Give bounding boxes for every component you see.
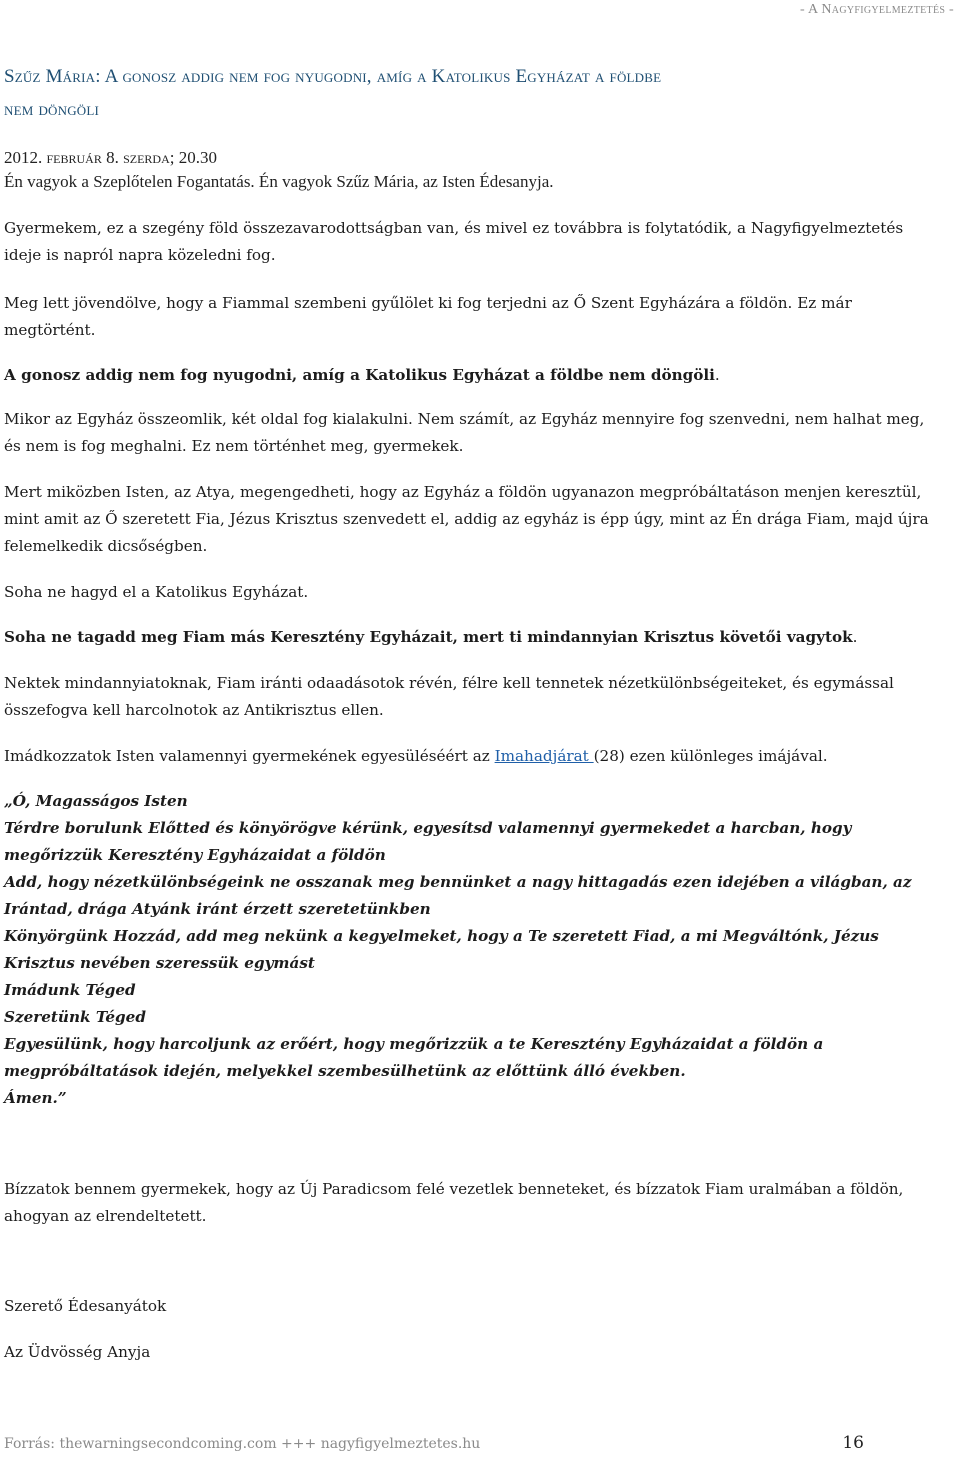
paragraph-7-end: . xyxy=(852,628,858,646)
prayer-line: Ámen.” xyxy=(4,1089,67,1107)
date-year: 2012. xyxy=(4,148,43,167)
paragraph-3 xyxy=(4,362,944,389)
paragraph-9 xyxy=(4,743,944,770)
title-line-2: nem döngöli xyxy=(4,99,100,120)
prayer-line: „Ó, Magasságos Isten xyxy=(4,792,188,810)
paragraph-6: Soha ne hagyd el a Katolikus Egyházat. xyxy=(4,583,309,601)
intro-line: Én vagyok a Szeplőtelen Fogantatás. Én vagyok Szűz Mária, az Isten Édesanyja. xyxy=(4,172,554,191)
prayer-line: megpróbáltatások idején, melyekkel szembesülhetünk az előttünk álló években. xyxy=(4,1062,686,1080)
prayer-line: Könyörgünk Hozzád, add meg nekünk a kegyelmeket, hogy a Te szeretett Fiad, a mi Megváltónk, Jézus xyxy=(4,927,879,945)
paragraph-1: Gyermekem, ez a szegény föld összezavarodottságban van, és mivel ez továbbra is folytatódik, a Nagyfigyelmeztetés ideje is napról napra közeledni fog. xyxy=(4,219,904,264)
prayer-line: Térdre borulunk Előtted és könyörögve kérünk, egyesítsd valamennyi gyermekedet a harcban, hogy xyxy=(4,819,852,837)
paragraph-3-end: . xyxy=(714,366,720,384)
paragraph-4: Mikor az Egyház összeomlik, két oldal fog kialakulni. Nem számít, az Egyház mennyire fog szenvedni, nem halhat meg, és nem is fog meghalni. Ez nem történhet meg, gyermekek. xyxy=(4,410,925,455)
paragraph-7 xyxy=(4,624,944,651)
dateline xyxy=(4,146,217,170)
paragraph-7-bold: Soha ne tagadd meg Fiam más Keresztény Egyházait, mert ti mindannyian Krisztus követői vagytok xyxy=(4,628,853,646)
paragraph-9-before: Imádkozzatok Isten valamennyi gyermekének egyesüléséért az xyxy=(4,747,495,765)
footer-source: Forrás: thewarningsecondcoming.com +++ nagyfigyelmeztetes.hu xyxy=(4,1436,481,1452)
paragraph-3-bold: A gonosz addig nem fog nyugodni, amíg a Katolikus Egyházat a földbe nem döngöli xyxy=(4,366,715,384)
prayer-line: Imádunk Téged xyxy=(4,981,136,999)
prayer-line: megőrizzük Keresztény Egyházaidat a földön xyxy=(4,846,386,864)
paragraph-9-after: (28) ezen különleges imájával. xyxy=(593,747,828,765)
title-line-1: Szűz Mária: A gonosz addig nem fog nyugodni, amíg a Katolikus Egyházat a földbe xyxy=(4,66,662,87)
paragraph-closing: Bízzatok bennem gyermekek, hogy az Új Paradicsom felé vezetlek benneteket, és bízzatok Fiam uralmában a földön, ahogyan az elrendeltetett. xyxy=(4,1180,904,1225)
running-header: - A Nagyfigyelmeztetés - xyxy=(799,2,954,17)
paragraph-8: Nektek mindannyiatoknak, Fiam iránti odaadásotok révén, félre kell tennetek nézetkülönbségeiteket, és egymással összefogva kell harcolnotok az Antikrisztus ellen. xyxy=(4,674,894,719)
prayer-line: Krisztus nevében szeressük egymást xyxy=(4,954,315,972)
signoff-line-2: Az Üdvösség Anyja xyxy=(4,1343,151,1361)
prayer-line: Irántad, drága Atyánk iránt érzett szeretetünkben xyxy=(4,900,431,918)
paragraph-2: Meg lett jövendölve, hogy a Fiammal szembeni gyűlölet ki fog terjedni az Ő Szent Egyházára a földön. Ez már megtörtént. xyxy=(4,294,852,339)
date-time: 20.30 xyxy=(178,148,217,167)
paragraph-5: Mert miközben Isten, az Atya, megengedheti, hogy az Egyház a földön ugyanazon megpróbáltatáson menjen keresztül, mint amit az Ő szeretett Fia, Jézus Krisztus szenvedett el, addig az egyház is épp úgy, mint az Én drága Fiam, majd újra felemelkedik dicsőségben. xyxy=(4,483,929,555)
page-number: 16 xyxy=(842,1433,864,1453)
prayer-line: Egyesülünk, hogy harcoljunk az erőért, hogy megőrizzük a te Keresztény Egyházaidat a földön a xyxy=(4,1035,824,1053)
prayer-line: Add, hogy nézetkülönbségeink ne osszanak meg bennünket a nagy hittagadás ezen idejében a világban, az xyxy=(4,873,912,891)
document-title xyxy=(4,60,944,126)
date-month-day: február 8. szerda; xyxy=(46,148,175,167)
signoff-line-1: Szerető Édesanyátok xyxy=(4,1297,167,1315)
prayer-line: Szeretünk Téged xyxy=(4,1008,146,1026)
prayer-block xyxy=(4,788,954,1112)
imahadjarat-link[interactable]: Imahadjárat xyxy=(494,747,594,765)
